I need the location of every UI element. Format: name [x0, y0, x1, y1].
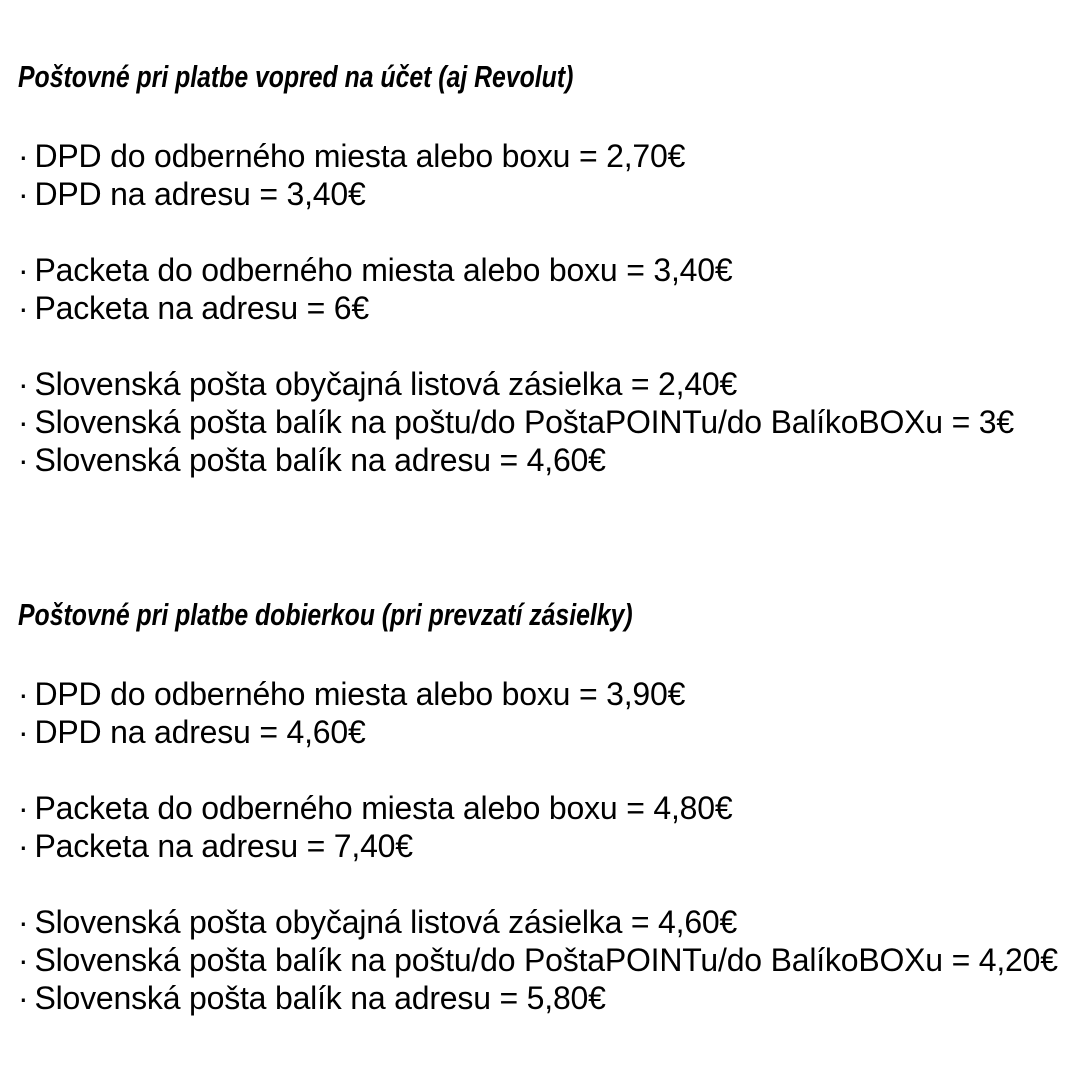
- price-section: [18, 596, 1070, 1017]
- price-line: [18, 827, 1070, 865]
- bullet-dot: ·: [18, 790, 29, 826]
- price-line: [18, 137, 1070, 175]
- price-line-text: DPD do odberného miesta alebo boxu = 3,90€: [34, 676, 686, 712]
- price-line: [18, 403, 1070, 441]
- price-group: [18, 789, 1070, 865]
- price-line: [18, 675, 1070, 713]
- price-line-text: Packeta do odberného miesta alebo boxu = 4,80€: [34, 790, 733, 826]
- price-line: [18, 175, 1070, 213]
- bullet-dot: ·: [18, 942, 29, 978]
- bullet-dot: ·: [18, 904, 29, 940]
- price-line: [18, 789, 1070, 827]
- price-line: [18, 713, 1070, 751]
- sections-container: [18, 58, 1070, 1017]
- price-groups: [18, 137, 1070, 479]
- price-group: [18, 675, 1070, 751]
- bullet-dot: ·: [18, 366, 29, 402]
- bullet-dot: ·: [18, 980, 29, 1016]
- price-line-text: Slovenská pošta balík na adresu = 5,80€: [34, 980, 606, 1016]
- price-line: [18, 903, 1070, 941]
- price-groups: [18, 675, 1070, 1017]
- price-line-text: Slovenská pošta obyčajná listová zásielka = 4,60€: [34, 904, 738, 940]
- bullet-dot: ·: [18, 676, 29, 712]
- price-group: [18, 137, 1070, 213]
- price-line: [18, 289, 1070, 327]
- bullet-dot: ·: [18, 442, 29, 478]
- price-group: [18, 365, 1070, 479]
- price-line-text: DPD do odberného miesta alebo boxu = 2,70€: [34, 138, 686, 174]
- bullet-dot: ·: [18, 828, 29, 864]
- price-line-text: Slovenská pošta balík na adresu = 4,60€: [34, 442, 606, 478]
- price-line-text: DPD na adresu = 4,60€: [34, 714, 366, 750]
- price-line: [18, 441, 1070, 479]
- section-heading: Poštovné pri platbe vopred na účet (aj Revolut): [18, 59, 574, 94]
- price-group: [18, 251, 1070, 327]
- price-line-text: DPD na adresu = 3,40€: [34, 176, 366, 212]
- bullet-dot: ·: [18, 138, 29, 174]
- bullet-dot: ·: [18, 176, 29, 212]
- price-line-text: Packeta do odberného miesta alebo boxu = 3,40€: [34, 252, 733, 288]
- price-section: [18, 58, 1070, 479]
- section-heading: Poštovné pri platbe dobierkou (pri prevzatí zásielky): [18, 597, 633, 632]
- price-line-text: Slovenská pošta balík na poštu/do PoštaPOINTu/do BalíkoBOXu = 3€: [34, 404, 1014, 440]
- price-line-text: Slovenská pošta obyčajná listová zásielka = 2,40€: [34, 366, 738, 402]
- bullet-dot: ·: [18, 714, 29, 750]
- price-line: [18, 365, 1070, 403]
- bullet-dot: ·: [18, 290, 29, 326]
- price-line: [18, 979, 1070, 1017]
- bullet-dot: ·: [18, 404, 29, 440]
- bullet-dot: ·: [18, 252, 29, 288]
- price-line-text: Slovenská pošta balík na poštu/do PoštaPOINTu/do BalíkoBOXu = 4,20€: [34, 942, 1058, 978]
- price-line-text: Packeta na adresu = 7,40€: [34, 828, 413, 864]
- price-line: [18, 941, 1070, 979]
- price-line: [18, 251, 1070, 289]
- price-line-text: Packeta na adresu = 6€: [34, 290, 369, 326]
- price-group: [18, 903, 1070, 1017]
